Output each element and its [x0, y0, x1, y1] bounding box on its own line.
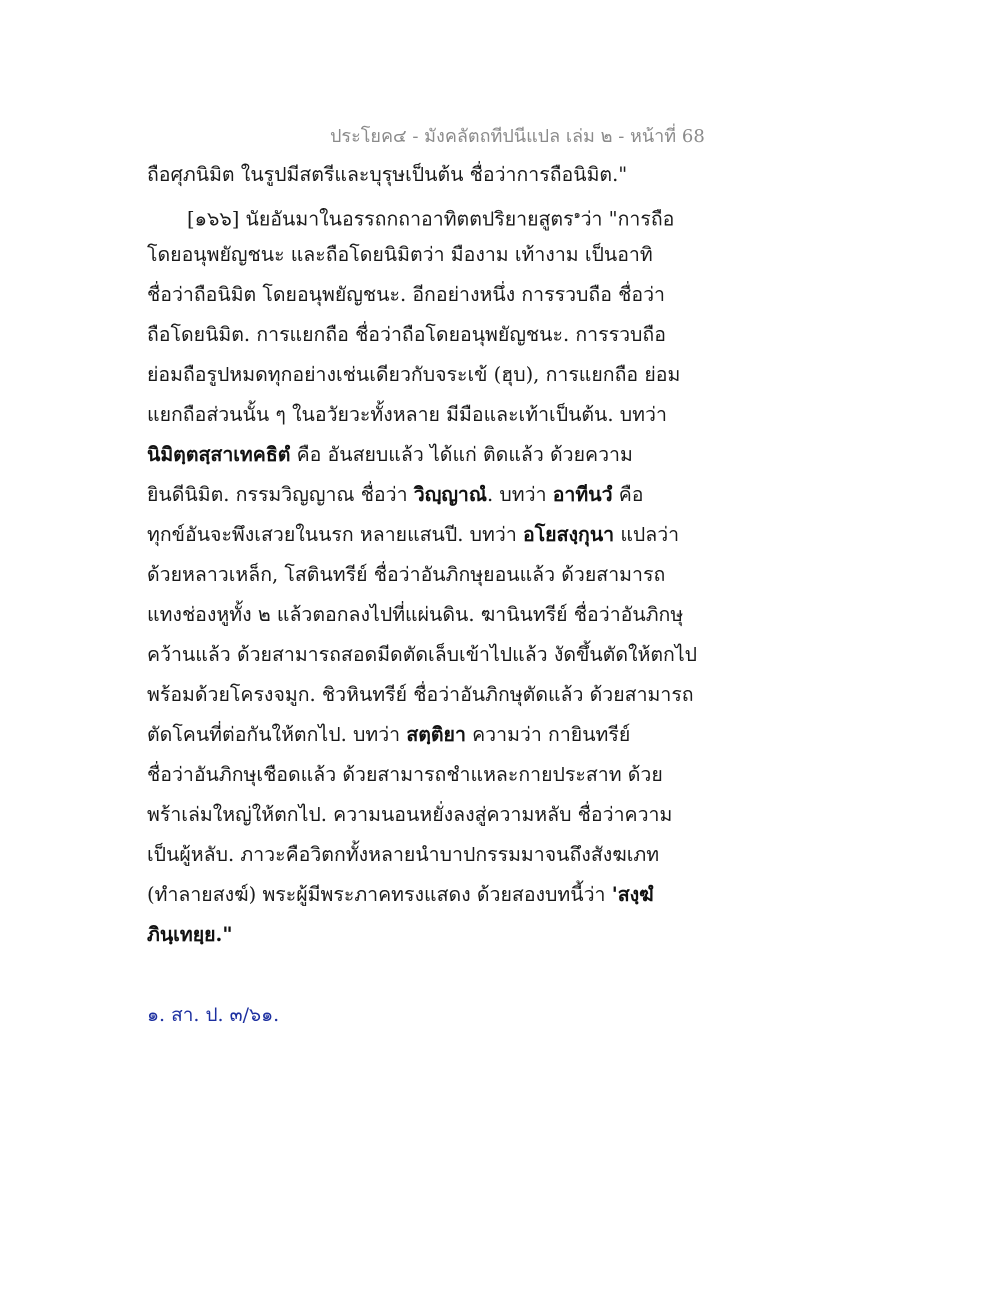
- bold-term: สตฺติยา: [406, 723, 466, 746]
- text-line: [147, 715, 687, 755]
- text-segment: แทงช่องหูทั้ง ๒ แล้วตอกลงไปที่แผ่นดิน. ฆานินทรีย์ ชื่อว่าอันภิกษุ: [147, 603, 684, 626]
- text-segment: คว้านแล้ว ด้วยสามารถสอดมีดตัดเล็บเข้าไปแล้ว งัดขึ้นตัดให้ตกไป: [147, 643, 698, 666]
- text-segment: โดยอนุพยัญชนะ และถือโดยนิมิตว่า มืองาม เท้างาม เป็นอาทิ: [147, 243, 653, 266]
- text-segment: คือ: [612, 483, 644, 506]
- text-line: [147, 395, 687, 435]
- body-text: [147, 155, 698, 955]
- running-header: ประโยค๔ - มังคลัตถทีปนีแปล เล่ม ๒ - หน้าที่ 68: [330, 126, 705, 147]
- text-line: [147, 475, 687, 515]
- text-line: [147, 795, 687, 835]
- text-line: [147, 155, 687, 195]
- bold-term: อาทีนวํ: [552, 483, 613, 506]
- text-segment: ด้วยหลาวเหล็ก, โสตินทรีย์ ชื่อว่าอันภิกษุยอนแล้ว ด้วยสามารถ: [147, 563, 666, 586]
- text-line: [147, 355, 687, 395]
- text-line: [147, 835, 687, 875]
- bold-term: อโยสงฺกุนา: [523, 523, 615, 546]
- footnote-marker: ๑: [573, 208, 581, 221]
- text-segment: (ทำลายสงฆ์) พระผู้มีพระภาคทรงแสดง ด้วยสองบทนี้ว่า: [147, 883, 612, 906]
- text-segment: [๑๖๖] นัยอันมาในอรรถกถาอาทิตตปริยายสูตร: [187, 207, 574, 231]
- text-segment: ตัดโคนที่ต่อกันให้ตกไป. บทว่า: [147, 723, 407, 746]
- text-segment: พร้าเล่มใหญ่ให้ตกไป. ความนอนหยั่งลงสู่ความหลับ ชื่อว่าความ: [147, 803, 673, 826]
- text-segment: คือ อันสยบแล้ว ได้แก่ ติดแล้ว ด้วยความ: [290, 443, 633, 466]
- text-line: [147, 515, 687, 555]
- text-line: [147, 435, 687, 475]
- text-segment: ถือศุภนิมิต ในรูปมีสตรีและบุรุษเป็นต้น ชื่อว่าการถือนิมิต.": [147, 163, 628, 186]
- bold-term: 'สงฺฆํ: [611, 883, 654, 906]
- text-segment: ย่อมถือรูปหมดทุกอย่างเช่นเดียวกับจระเข้ (ฮุบ), การแยกถือ ย่อม: [147, 363, 681, 386]
- text-segment: ว่า "การถือ: [580, 207, 675, 231]
- bold-term: ภินฺเทยฺย.": [147, 923, 233, 946]
- text-segment: ถือโดยนิมิต. การแยกถือ ชื่อว่าถือโดยอนุพยัญชนะ. การรวบถือ: [147, 323, 666, 346]
- text-segment: พร้อมด้วยโครงจมูก. ชิวหินทรีย์ ชื่อว่าอันภิกษุตัดแล้ว ด้วยสามารถ: [147, 683, 694, 706]
- text-line: [147, 915, 687, 955]
- text-segment: เป็นผู้หลับ. ภาวะคือวิตกทั้งหลายนำบาปกรรมมาจนถึงสังฆเภท: [147, 843, 660, 866]
- text-segment: ชื่อว่าอันภิกษุเชือดแล้ว ด้วยสามารถชำแหละกายประสาท ด้วย: [147, 763, 663, 786]
- text-segment: แยกถือส่วนนั้น ๆ ในอวัยวะทั้งหลาย มีมือและเท้าเป็นต้น. บทว่า: [147, 403, 667, 426]
- text-line: [147, 555, 687, 595]
- text-segment: แปลว่า: [614, 523, 680, 546]
- bold-term: วิญฺญาณํ: [413, 483, 487, 506]
- text-line: [147, 275, 687, 315]
- text-segment: ความว่า กายินทรีย์: [465, 723, 631, 746]
- text-segment: . บทว่า: [486, 483, 553, 506]
- bold-term: นิมิตฺตสฺสาเทคธิตํ: [147, 443, 291, 466]
- text-line: [147, 875, 687, 915]
- text-segment: ยินดีนิมิต. กรรมวิญญาณ ชื่อว่า: [147, 483, 414, 506]
- text-segment: ทุกข์อันจะพึงเสวยในนรก หลายแสนปี. บทว่า: [147, 523, 523, 546]
- text-line: [147, 315, 687, 355]
- text-segment: ชื่อว่าถือนิมิต โดยอนุพยัญชนะ. อีกอย่างหนึ่ง การรวบถือ ชื่อว่า: [147, 283, 665, 306]
- text-line: [147, 235, 687, 275]
- text-line: [147, 755, 687, 795]
- text-line: [147, 675, 694, 715]
- text-line: [147, 595, 687, 635]
- footnote: ๑. สา. ป. ๓/๖๑.: [147, 1004, 280, 1026]
- text-line: [147, 195, 687, 235]
- text-line: [147, 635, 698, 675]
